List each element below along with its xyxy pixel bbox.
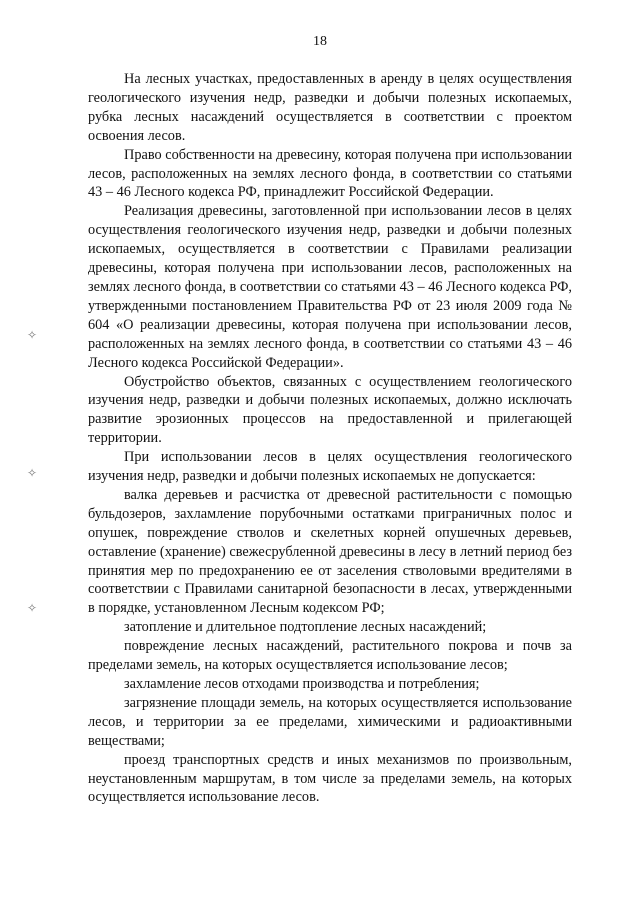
list-item-vehicles: проезд транспортных средств и иных механизмов по произвольным, неустановленным маршрутам, в том числе за пределами земель, на которых осуществляется использование лесов. bbox=[88, 751, 572, 806]
punch-hole-mark-1: ✧ bbox=[27, 328, 38, 342]
list-item-pollution: загрязнение площади земель, на которых осуществляется использование лесов, и территории за ее пределами, химическими и радиоактивными веществами; bbox=[88, 694, 572, 749]
paragraph-erosion: Обустройство объектов, связанных с осуществлением геологического изучения недр, разведки и добычи полезных ископаемых, должно исключать развитие эрозионных процессов на предоставленной и прилегающей территории. bbox=[88, 373, 572, 447]
paragraph-lease-felling: На лесных участках, предоставленных в аренду в целях осуществления геологического изучения недр, разведки и добычи полезных ископаемых, рубка лесных насаждений осуществляется в соответствии с проектом освоения лесов. bbox=[88, 71, 572, 144]
list-item-flooding: затопление и длительное подтопление лесных насаждений; bbox=[124, 619, 487, 636]
list-item-littering: захламление лесов отходами производства и потребления; bbox=[124, 676, 480, 692]
punch-hole-mark-2: ✧ bbox=[27, 466, 38, 480]
paragraph-prohibitions-intro: При использовании лесов в целях осуществления геологического изучения недр, разведки и добычи полезных ископаемых не допускается: bbox=[88, 449, 572, 485]
document-body bbox=[88, 70, 572, 807]
page-number: 18 bbox=[313, 34, 327, 49]
list-item-felling: валка деревьев и расчистка от древесной растительности с помощью бульдозеров, захламление порубочными остатками приграничных полос и опушек, повреждение стволов и скелетных корней опушечных деревьев, оставление (хранение) свежесрубленной древесины в лесу в летний период без принятия мер по предохранению ее от заселения стволовыми вредителями в соответствии с Правилами санитарной безопасности в лесах, утвержденными в порядке, установленном Лесным кодексом РФ; bbox=[88, 486, 572, 617]
punch-hole-mark-3: ✧ bbox=[27, 601, 38, 615]
paragraph-ownership: Право собственности на древесину, которая получена при использовании лесов, расположенных на землях лесного фонда, в соответствии со статьями 43 – 46 Лесного кодекса РФ, принадлежит Российской Федерации. bbox=[88, 146, 572, 201]
paragraph-timber-sale: Реализация древесины, заготовленной при использовании лесов в целях осуществления геологического изучения недр, разведки и добычи полезных ископаемых, осуществляется в соответствии с Правилами реализации древесины, которая получена при использовании лесов, расположенных на землях лесного фонда, в соответствии со статьями 43 – 46 Лесного кодекса РФ, утвержденными постановлением Правительства РФ от 23 июля 2009 года № 604 «О реализации древесины, которая получена при использовании лесов, расположенных на землях лесного фонда, в соответствии со статьями 43 – 46 Лесного кодекса Российской Федерации». bbox=[88, 203, 572, 371]
list-item-damage: повреждение лесных насаждений, растительного покрова и почв за пределами земель, на которых осуществляется использование лесов; bbox=[88, 638, 572, 674]
